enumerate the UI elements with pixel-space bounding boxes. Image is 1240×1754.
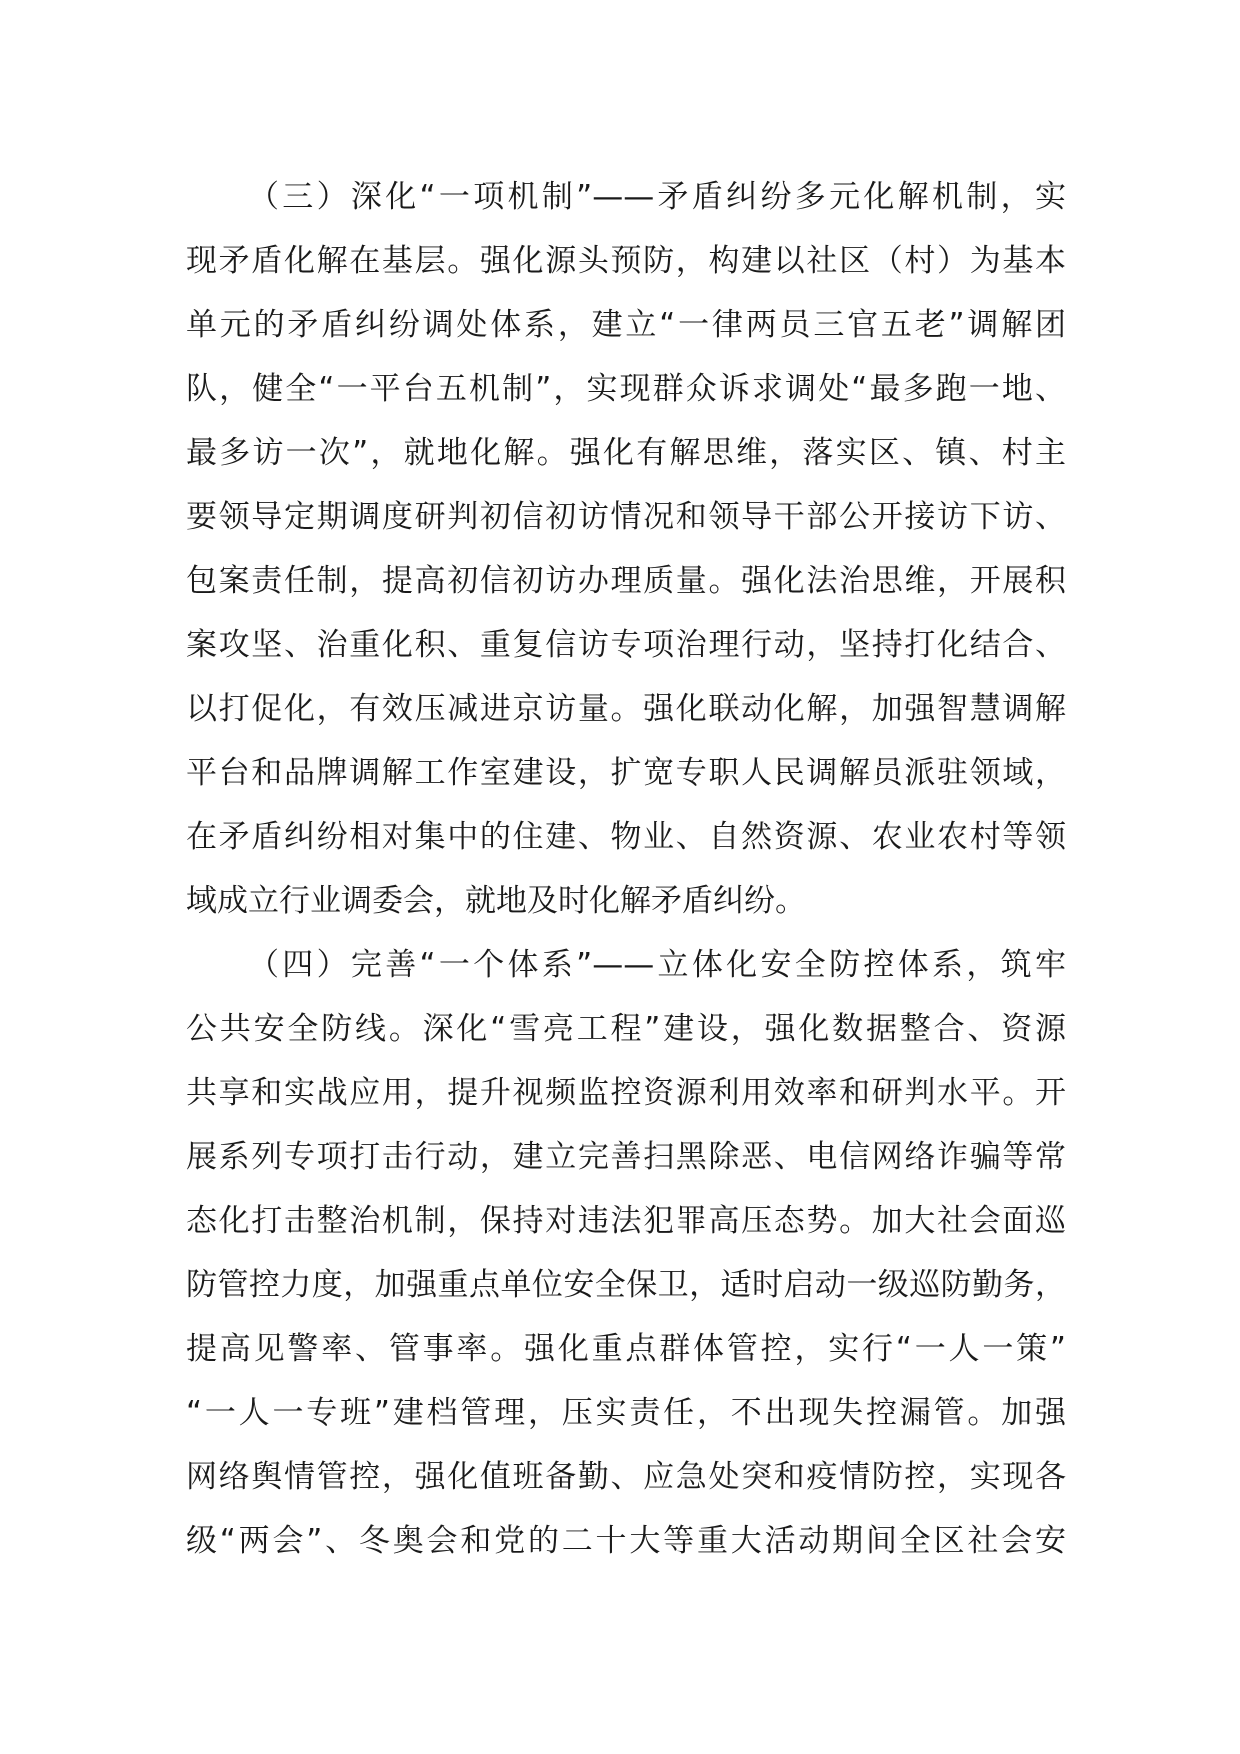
text-line: 防管控力度，加强重点单位安全保卫，适时启动一级巡防勤务， <box>186 1267 1066 1303</box>
text-line: 在矛盾纠纷相对集中的住建、物业、自然资源、农业农村等领 <box>186 819 1066 855</box>
text-line: “一人一专班”建档管理，压实责任，不出现失控漏管。加强 <box>186 1395 1066 1431</box>
text-line: 以打促化，有效压减进京访量。强化联动化解，加强智慧调解 <box>186 691 1066 727</box>
text-line: （四）完善“一个体系”——立体化安全防控体系，筑牢 <box>248 947 1066 983</box>
text-line: 现矛盾化解在基层。强化源头预防，构建以社区（村）为基本 <box>186 243 1066 279</box>
document-body <box>186 165 1066 1573</box>
text-line: 公共安全防线。深化“雪亮工程”建设，强化数据整合、资源 <box>186 1011 1066 1047</box>
text-line: 平台和品牌调解工作室建设，扩宽专职人民调解员派驻领域， <box>186 755 1066 791</box>
paragraph-mechanism <box>186 165 1066 933</box>
text-line: 单元的矛盾纠纷调处体系，建立“一律两员三官五老”调解团 <box>186 307 1066 343</box>
text-line: 共享和实战应用，提升视频监控资源利用效率和研判水平。开 <box>186 1075 1066 1111</box>
text-line: 态化打击整治机制，保持对违法犯罪高压态势。加大社会面巡 <box>186 1203 1066 1239</box>
text-line: 案攻坚、治重化积、重复信访专项治理行动，坚持打化结合、 <box>186 627 1066 663</box>
text-line: （三）深化“一项机制”——矛盾纠纷多元化解机制，实 <box>248 179 1066 215</box>
text-line: 级“两会”、冬奥会和党的二十大等重大活动期间全区社会安 <box>186 1523 1066 1559</box>
paragraph-system <box>186 933 1066 1573</box>
text-line: 最多访一次”，就地化解。强化有解思维，落实区、镇、村主 <box>186 435 1066 471</box>
text-line: 网络舆情管控，强化值班备勤、应急处突和疫情防控，实现各 <box>186 1459 1066 1495</box>
text-line: 包案责任制，提高初信初访办理质量。强化法治思维，开展积 <box>186 563 1066 599</box>
text-line: 域成立行业调委会，就地及时化解矛盾纠纷。 <box>186 883 806 919</box>
text-line: 队，健全“一平台五机制”，实现群众诉求调处“最多跑一地、 <box>186 371 1066 407</box>
text-line: 展系列专项打击行动，建立完善扫黑除恶、电信网络诈骗等常 <box>186 1139 1066 1175</box>
text-line: 提高见警率、管事率。强化重点群体管控，实行“一人一策” <box>186 1331 1066 1367</box>
text-line: 要领导定期调度研判初信初访情况和领导干部公开接访下访、 <box>186 499 1066 535</box>
